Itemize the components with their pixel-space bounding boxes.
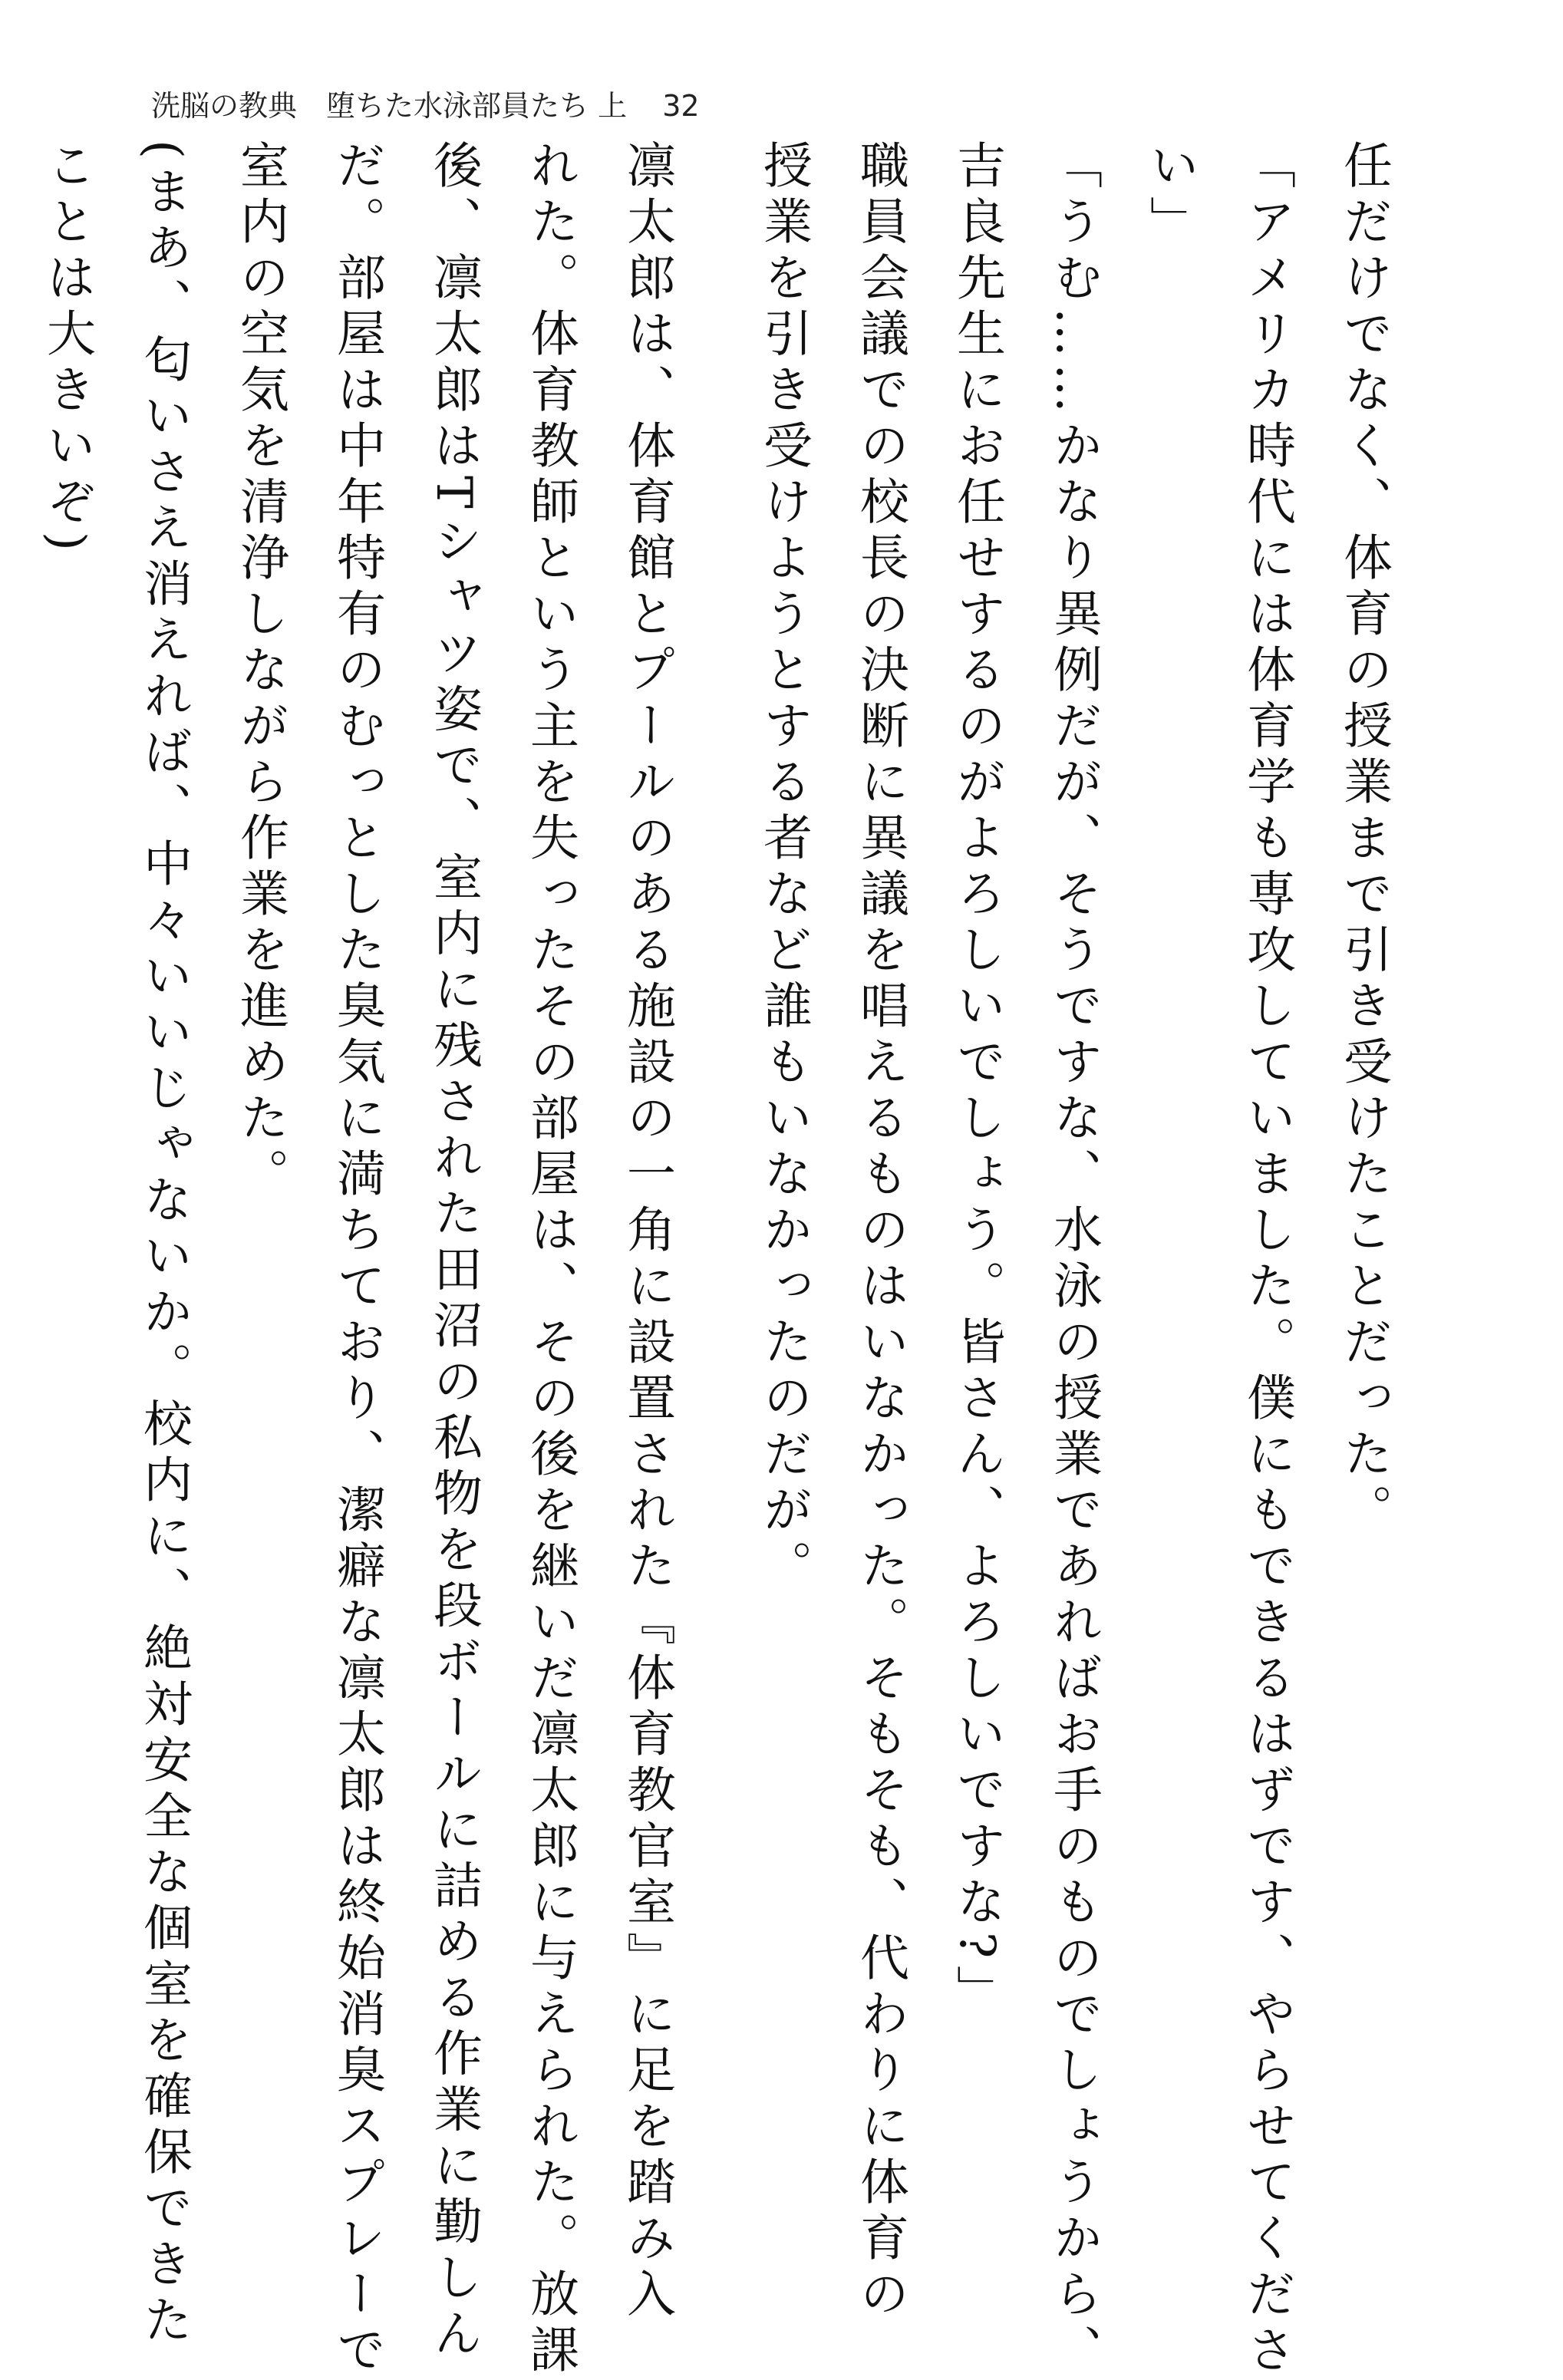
section-gap (695, 140, 735, 2104)
text-line: 任だけでなく、体育の授業まで引き受けたことだった。 (1335, 140, 1392, 1540)
text-line: 凛太郎は、体育館とプールのある施設の一角に設置された『体育教官室』に足を踏み入 (618, 140, 675, 2324)
text-line: 職員会議での校長の決断に異議を唱えるものはいなかった。そもそも、代わりに体育の (852, 140, 908, 2324)
running-header (151, 83, 1225, 129)
page-number: 32 (662, 89, 700, 123)
text-line: (まあ、匂いさえ消えれば、中々いいじゃないか。校内に、絶対安全な個室を確保できた (135, 140, 192, 2350)
text-line: 授業を引き受けようとする者など誰もいなかったのだが。 (755, 140, 812, 1596)
text-line: ことは大きいぞ) (38, 140, 95, 558)
text-line: だ。部屋は中年特有のむっとした臭気に満ちており、潔癖な凛太郎は終始消臭スプレーで (328, 140, 385, 2380)
book-title: 洗脳の教典 堕ちた水泳部員たち 上 (151, 89, 628, 123)
text-line: 「うむ……かなり異例だが、そうですな、水泳の授業であればお手のものでしょうから、 (1045, 140, 1102, 2380)
text-line (0, 140, 18, 2104)
vertical-body-text (38, 140, 1412, 2380)
text-line: 室内の空気を清浄しながら作業を進めた。 (232, 140, 289, 1204)
text-line: い」 (1142, 140, 1199, 252)
text-line: 吉良先生にお任せするのがよろしいでしょう。皆さん、よろしいですな?」 (948, 140, 1005, 2022)
text-line: れた。体育教師という主を失ったその部屋は、その後を継いだ凛太郎に与えられた。放課 (522, 140, 579, 2380)
text-line: 後、凛太郎はTシャツ姿で、室内に残された田沼の私物を段ボールに詰める作業に勤しん (425, 140, 482, 2364)
text-line: 「アメリカ時代には体育学も専攻していました。僕にもできるはずです、やらせてくださ (1238, 140, 1295, 2380)
